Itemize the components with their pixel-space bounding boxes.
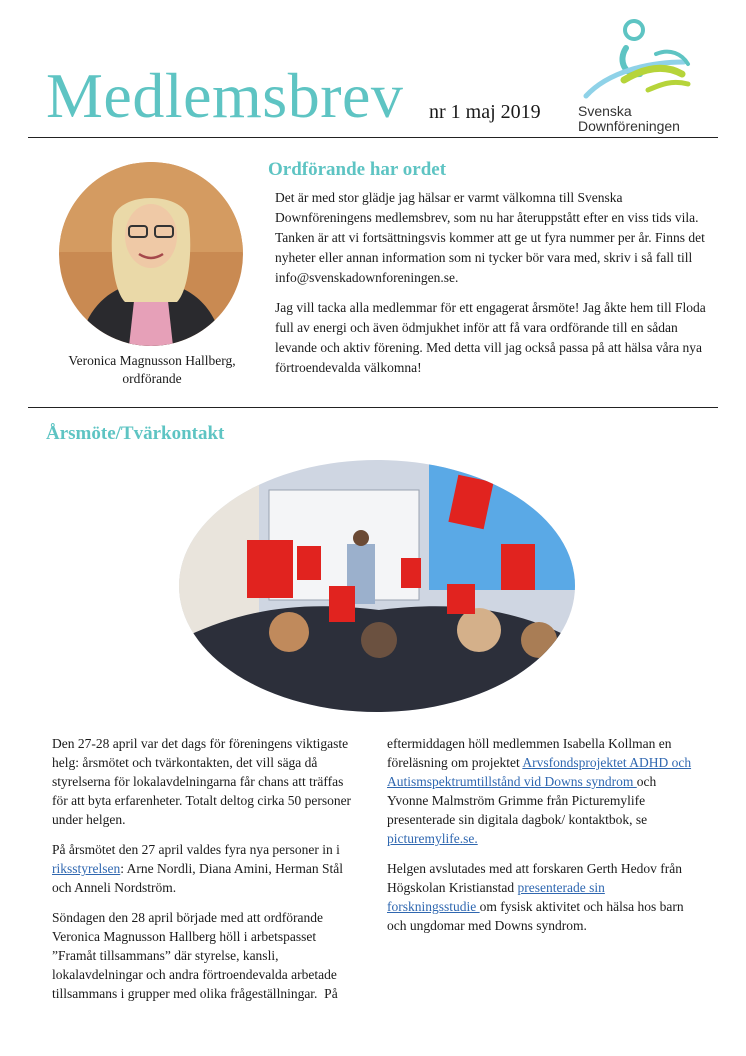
arvsfondsprojektet-link[interactable]: Arvsfondsprojektet ADHD och Autismspektrumtillstånd vid Downs syndrom [387,755,692,789]
leader-paragraph: Det är med stor glädje jag hälsar er varmt välkomna till Svenska Downföreningens medlemsbrev, som nu har återuppstått efter en viss tids vila. Tanken är att vi fortsättningsvis kommer att ge ut fyra nummer per år. Finns det nyheter eller annan information som ni tycker bör vara med, skriv i så fall till info@svenskadownforeningen.se. [275,190,705,285]
article-paragraph: Söndagen den 28 april började med att ordförande Veronica Magnusson Hallberg höll i arbetspasset ”Framåt tillsammans” där styrelse, kansli, lokalavdelningar och andra förtroendevalda arbetade tillsammans i grupper med olika frågeställningar. På [52,910,338,1001]
riksstyrelsen-link[interactable]: riksstyrelsen [52,861,121,876]
leader-paragraph: Jag vill tacka alla medlemmar för ett engagerat årsmöte! Jag åkte hem till Floda full av energi och även ödmjukhet inför att få vara ordförande till en sådan levande och aktiv förening. Med detta vill jag också passa på att hälsa våra nya förtroendevalda välkomna! [275,300,706,375]
article-paragraph: Den 27-28 april var det dags för föreningens viktigaste helg: årsmötet och tvärkontakten, det vill säga då styrelserna för lokalavdelningarna får chans att träffas för att byta erfarenheter. Totalt deltog cirka 50 personer under helgen. [52,736,352,827]
forskningsstudie-link[interactable]: presenterade sin forskningsstudie [387,880,605,914]
section-heading-leader: Ordförande har ordet [268,159,447,180]
article-column-left [52,734,358,1014]
issue-number: nr 1 maj 2019 [429,101,541,123]
article-paragraph: På årsmötet den 27 april valdes fyra nya personer in i riksstyrelsen: Arne Nordli, Diana Amini, Herman Stål och Anneli Nordström. [52,842,343,895]
newsletter-title: Medlemsbrev [46,60,404,131]
article-column-right [387,734,693,946]
svenska-downforeningen-logo-icon [578,18,698,136]
portrait-photo-icon [59,162,243,346]
section-divider [28,407,718,408]
picturemylife-link[interactable]: picturemylife.se. [387,831,478,846]
portrait-caption: Veronica Magnusson Hallberg, ordförande [68,353,236,386]
section-heading-meeting: Årsmöte/Tvärkontakt [46,423,225,444]
logo-text: Svenska Downföreningen [578,103,680,134]
header-divider [28,137,718,138]
leader-text [275,188,715,388]
annual-meeting-photo-icon [179,460,575,712]
article-paragraph: Helgen avslutades med att forskaren Gerth Hedov från Högskolan Kristianstad presenterade sin forskningsstudie om fysisk aktivitet och hälsa hos barn och ungdomar med Downs syndrom. [387,861,684,933]
article-paragraph: eftermiddagen höll medlemmen Isabella Kollman en föreläsning om projektet Arvsfondsprojektet ADHD och Autismspektrumtillstånd vid Downs syndrom och Yvonne Malmström Grimme från Picturemylife presenterade sin digitala dagbok/ kontaktbok, se picturemylife.se. [387,736,692,846]
